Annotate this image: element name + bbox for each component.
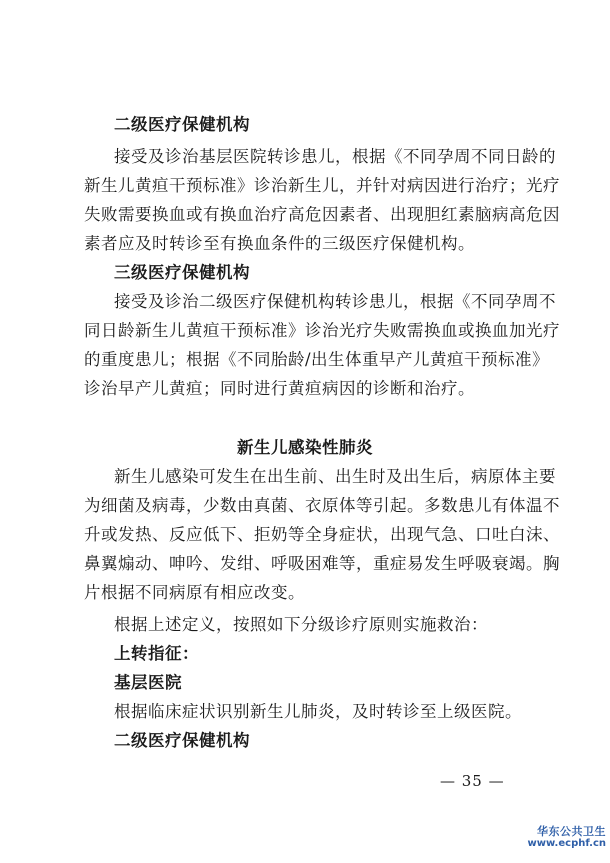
heading-secondary-care-2: 二级医疗保健机构 bbox=[114, 731, 250, 750]
heading-tertiary-care: 三级医疗保健机构 bbox=[114, 263, 250, 282]
paragraph-line: 同日龄新生儿黄疸干预标准》诊治光疗失败需换血或换血加光疗 bbox=[84, 321, 560, 340]
paragraph-line: 的重度患儿；根据《不同胎龄/出生体重早产儿黄疸干预标准》 bbox=[84, 350, 550, 369]
paragraph-line: 片根据不同病原有相应改变。 bbox=[84, 583, 305, 602]
watermark-title: 华东公共卫生 bbox=[537, 825, 606, 838]
heading-primary-hospital: 基层医院 bbox=[114, 673, 182, 692]
paragraph-line: 为细菌及病毒，少数由真菌、衣原体等引起。多数患儿有体温不 bbox=[84, 496, 560, 515]
watermark-url: www.ecphf.cn bbox=[527, 838, 606, 850]
paragraph-line: 新生儿感染可发生在出生前、出生时及出生后，病原体主要 bbox=[114, 467, 556, 486]
page-number: — 35 — bbox=[440, 772, 505, 790]
watermark-logo bbox=[527, 826, 606, 849]
paragraph-line: 诊治早产儿黄疸；同时进行黄疸病因的诊断和治疗。 bbox=[84, 379, 475, 398]
paragraph-line: 升或发热、反应低下、拒奶等全身症状，出现气急、口吐白沫、 bbox=[84, 525, 560, 544]
paragraph-line: 失败需要换血或有换血治疗高危因素者、出现胆红素脑病高危因 bbox=[84, 205, 560, 224]
paragraph-line: 根据临床症状识别新生儿肺炎，及时转诊至上级医院。 bbox=[114, 702, 522, 721]
heading-secondary-care-1: 二级医疗保健机构 bbox=[114, 115, 250, 134]
section-title: 新生儿感染性肺炎 bbox=[237, 438, 373, 457]
paragraph-line: 鼻翼煽动、呻吟、发绀、呼吸困难等，重症易发生呼吸衰竭。胸 bbox=[84, 554, 560, 573]
paragraph-line: 接受及诊治二级医疗保健机构转诊患儿，根据《不同孕周不 bbox=[114, 292, 556, 311]
paragraph-line: 接受及诊治基层医院转诊患儿，根据《不同孕周不同日龄的 bbox=[114, 147, 556, 166]
paragraph-line: 根据上述定义，按照如下分级诊疗原则实施救治： bbox=[114, 615, 488, 634]
paragraph-line: 新生儿黄疸干预标准》诊治新生儿，并针对病因进行治疗；光疗 bbox=[84, 176, 560, 195]
paragraph-line: 素者应及时转诊至有换血条件的三级医疗保健机构。 bbox=[84, 234, 475, 253]
heading-referral-indications: 上转指征： bbox=[114, 644, 199, 663]
